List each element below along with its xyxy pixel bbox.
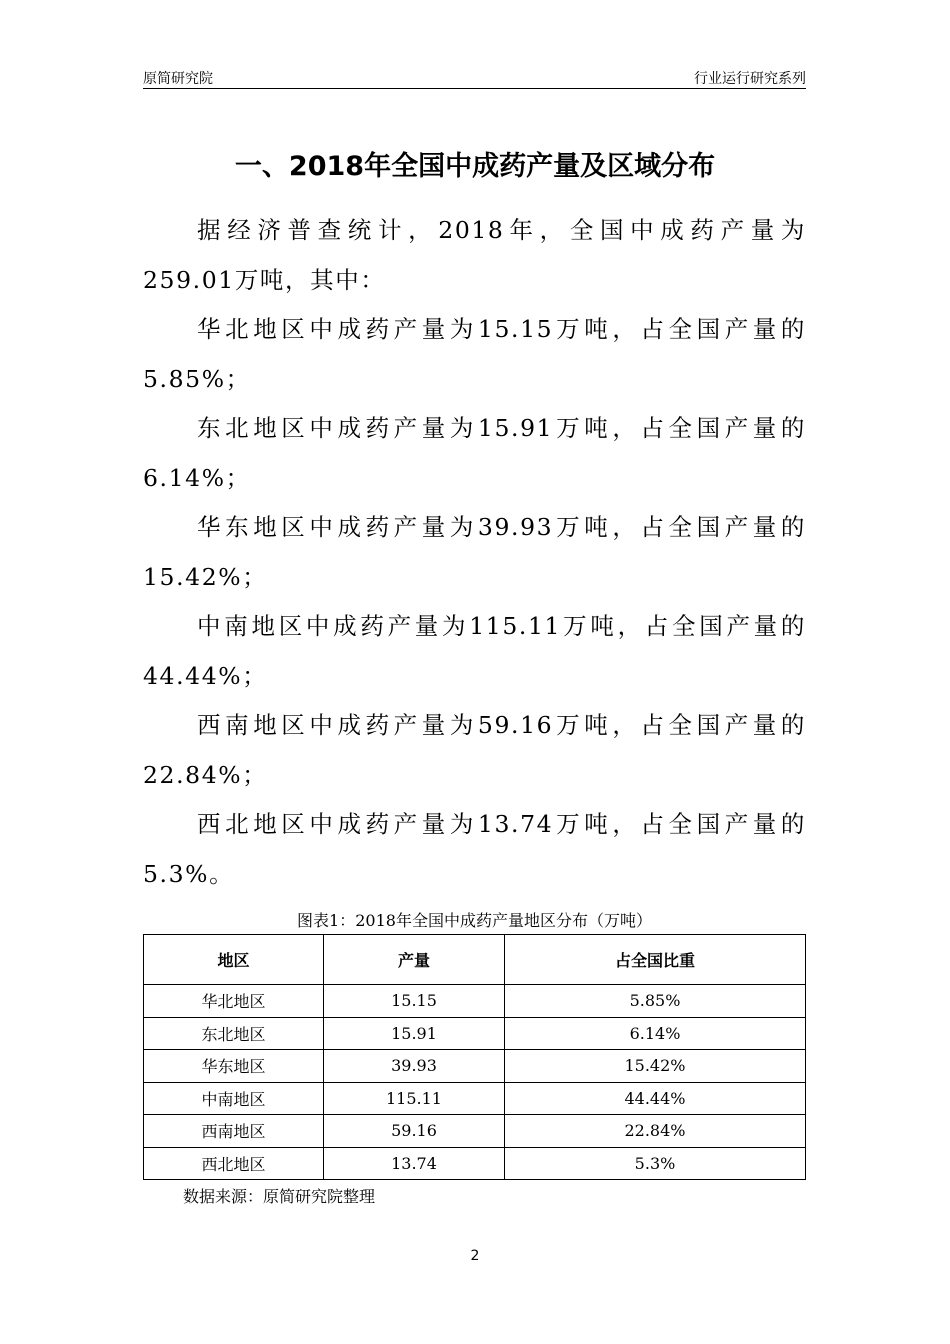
page-header [143, 66, 806, 89]
header-org: 原简研究院 [143, 71, 213, 87]
table-header-row [144, 935, 806, 985]
column-header: 占全国比重 [505, 935, 806, 985]
table-row [144, 1082, 806, 1115]
paragraph: 东北地区中成药产量为15.91万吨，占全国产量的6.14%； [143, 414, 806, 492]
section-title: 一、2018年全国中成药产量及区域分布 [234, 151, 716, 182]
body-text [143, 206, 806, 899]
table-cell: 59.16 [324, 1115, 505, 1148]
table-cell: 西南地区 [144, 1115, 324, 1148]
production-table [143, 934, 806, 1180]
table-cell: 15.15 [324, 985, 505, 1018]
table-cell: 6.14% [505, 1017, 806, 1050]
table-row [144, 1147, 806, 1180]
table-cell: 39.93 [324, 1050, 505, 1083]
paragraph: 华北地区中成药产量为15.15万吨，占全国产量的5.85%； [143, 315, 806, 393]
table-cell: 15.91 [324, 1017, 505, 1050]
data-source-note: 数据来源：原简研究院整理 [183, 1187, 376, 1206]
column-header: 地区 [144, 935, 324, 985]
paragraph: 华东地区中成药产量为39.93万吨，占全国产量的15.42%； [143, 513, 806, 591]
table-cell: 中南地区 [144, 1082, 324, 1115]
table-cell: 5.85% [505, 985, 806, 1018]
table-cell: 22.84% [505, 1115, 806, 1148]
table-cell: 15.42% [505, 1050, 806, 1083]
table-cell: 44.44% [505, 1082, 806, 1115]
table-caption: 图表1：2018年全国中成药产量地区分布（万吨） [297, 911, 652, 930]
page-number: 2 [470, 1248, 480, 1264]
paragraph: 西北地区中成药产量为13.74万吨，占全国产量的5.3%。 [143, 810, 806, 888]
paragraph: 据经济普查统计，2018年，全国中成药产量为259.01万吨，其中： [143, 216, 806, 294]
table-row [144, 985, 806, 1018]
table-cell: 5.3% [505, 1147, 806, 1180]
table-cell: 13.74 [324, 1147, 505, 1180]
table-cell: 华北地区 [144, 985, 324, 1018]
table-cell: 华东地区 [144, 1050, 324, 1083]
table-cell: 115.11 [324, 1082, 505, 1115]
paragraph: 西南地区中成药产量为59.16万吨，占全国产量的22.84%； [143, 711, 806, 789]
header-series: 行业运行研究系列 [694, 71, 806, 87]
table-row [144, 1050, 806, 1083]
paragraph: 中南地区中成药产量为115.11万吨，占全国产量的44.44%； [143, 612, 806, 690]
column-header: 产量 [324, 935, 505, 985]
table-row [144, 1115, 806, 1148]
table-cell: 东北地区 [144, 1017, 324, 1050]
table-cell: 西北地区 [144, 1147, 324, 1180]
table-row [144, 1017, 806, 1050]
